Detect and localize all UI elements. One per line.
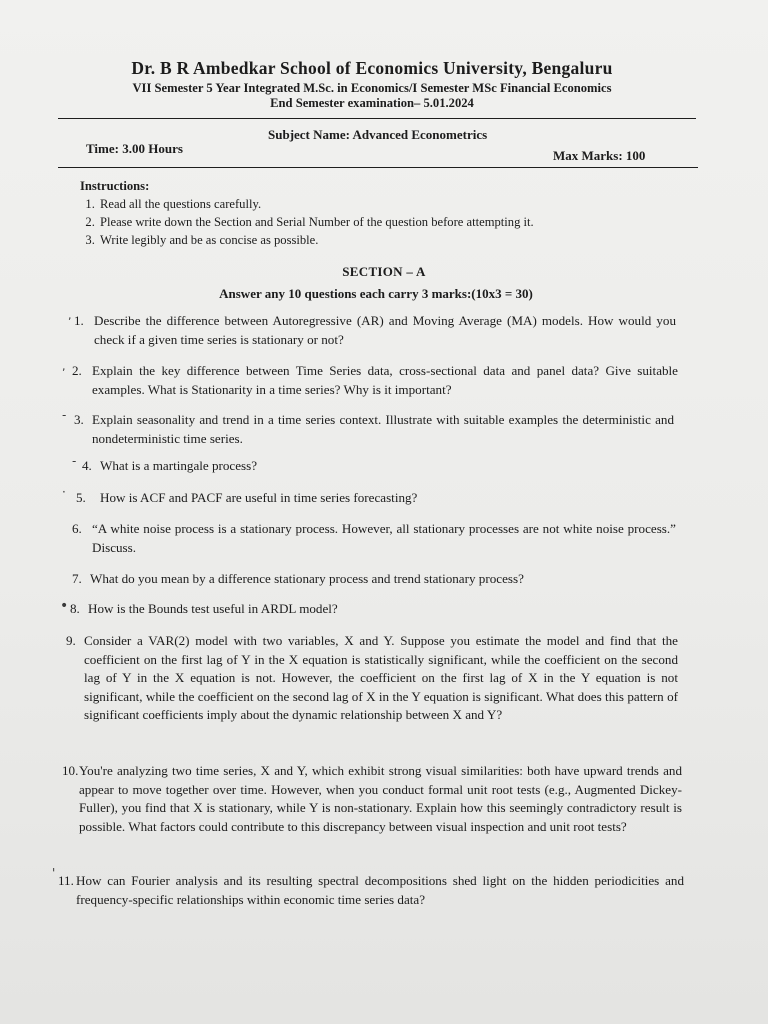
- question-text: Describe the difference between Autoregressive (AR) and Moving Average (MA) models. How would you check if a given time series is stationary or not?: [94, 313, 676, 347]
- question-text: What do you mean by a difference stationary process and trend stationary process?: [90, 571, 524, 586]
- question-3: [74, 411, 674, 448]
- header-divider: [58, 118, 696, 119]
- question-number: 9.: [66, 633, 76, 648]
- question-7: [72, 570, 632, 589]
- max-marks: Max Marks: 100: [553, 148, 646, 163]
- question-text: Explain seasonality and trend in a time series context. Illustrate with suitable examples the deterministic and nondeterministic time series.: [92, 412, 674, 446]
- question-number: 6.: [72, 521, 82, 536]
- question-text: What is a martingale process?: [100, 458, 258, 473]
- paper-header: [58, 58, 686, 111]
- question-number: 4.: [82, 458, 92, 473]
- meta-divider: [58, 167, 698, 168]
- exam-duration: Time: 3.00 Hours: [86, 141, 183, 156]
- question-text: You're analyzing two time series, X and Y, which exhibit strong visual similarities: both have upward trends and appear to move together over time. However, when you conduct formal unit root tests (e.g., Augmented Dickey-Fuller), you find that X is stationary, while Y is non-stationary. Explain how this seemingly contradictory result is possible. What factors could contribute to this discrepancy between visual inspection and unit root tests?: [79, 763, 682, 834]
- question-number: 1.: [74, 313, 84, 328]
- instruction-item: 2. Please write down the Section and Serial Number of the question before attempting it.: [98, 213, 534, 231]
- section-instruction: Answer any 10 questions each carry 3 marks:(10x3 = 30): [219, 286, 533, 301]
- question-4: [82, 457, 582, 476]
- question-number: 10.: [62, 763, 79, 778]
- question-number: 11.: [58, 873, 74, 888]
- question-number: 8.: [70, 601, 80, 616]
- question-8: [70, 600, 470, 619]
- question-9: [66, 632, 678, 725]
- instructions-heading: Instructions:: [80, 179, 150, 193]
- question-text: How is the Bounds test useful in ARDL model?: [88, 601, 338, 616]
- question-2: [72, 362, 678, 399]
- instruction-item: 1. Read all the questions carefully.: [98, 195, 534, 213]
- instructions-list: [80, 195, 534, 249]
- instructions-block: [80, 177, 534, 249]
- question-6: [72, 520, 676, 557]
- question-text: How is ACF and PACF are useful in time series forecasting?: [100, 490, 418, 505]
- question-text: Consider a VAR(2) model with two variables, X and Y. Suppose you estimate the model and find that the coefficient on the first lag of Y in the X equation is statistically significant, while the coefficient on the second lag of Y in the X equation is not. However, the coefficient on the first lag of X in the Y equation is not significant, while the coefficient on the second lag of X in the Y equation is significant. What does this pattern of significant coefficients imply about the dynamic relationship between X and Y?: [84, 633, 678, 722]
- question-11: [58, 872, 684, 909]
- subject-name: Subject Name: Advanced Econometrics: [268, 127, 488, 142]
- question-5: [76, 489, 576, 508]
- pen-tick-mark: ·: [62, 485, 66, 499]
- program-line: VII Semester 5 Year Integrated M.Sc. in Economics/I Semester MSc Financial Economics: [132, 81, 612, 95]
- question-number: 2.: [72, 363, 82, 378]
- pen-tick-mark: -: [72, 454, 77, 468]
- exam-line: End Semester examination– 5.01.2024: [270, 96, 474, 110]
- question-number: 3.: [74, 412, 84, 427]
- question-text: Explain the key difference between Time Series data, cross-sectional data and panel data? Give suitable examples. What is Stationarity in a time series? Why is it important?: [92, 363, 678, 397]
- section-title: SECTION – A: [342, 264, 426, 279]
- question-10: [62, 762, 682, 836]
- pen-tick-mark: •: [60, 598, 69, 614]
- instruction-item: 3. Write legibly and be as concise as possible.: [98, 231, 534, 249]
- pen-tick-mark: ': [52, 866, 56, 880]
- university-name: Dr. B R Ambedkar School of Economics University, Bengaluru: [131, 58, 613, 78]
- question-text: “A white noise process is a stationary process. However, all stationary processes are not white noise process.” Discuss.: [92, 521, 676, 555]
- question-number: 5.: [76, 490, 86, 505]
- pen-tick-mark: ,: [62, 360, 66, 373]
- question-number: 7.: [72, 571, 82, 586]
- question-1: [74, 312, 676, 349]
- pen-tick-mark: -: [62, 408, 67, 422]
- pen-tick-mark: ,: [68, 309, 72, 322]
- question-text: How can Fourier analysis and its resulting spectral decompositions shed light on the hidden periodicities and frequency-specific relationships within economic time series data?: [76, 873, 684, 907]
